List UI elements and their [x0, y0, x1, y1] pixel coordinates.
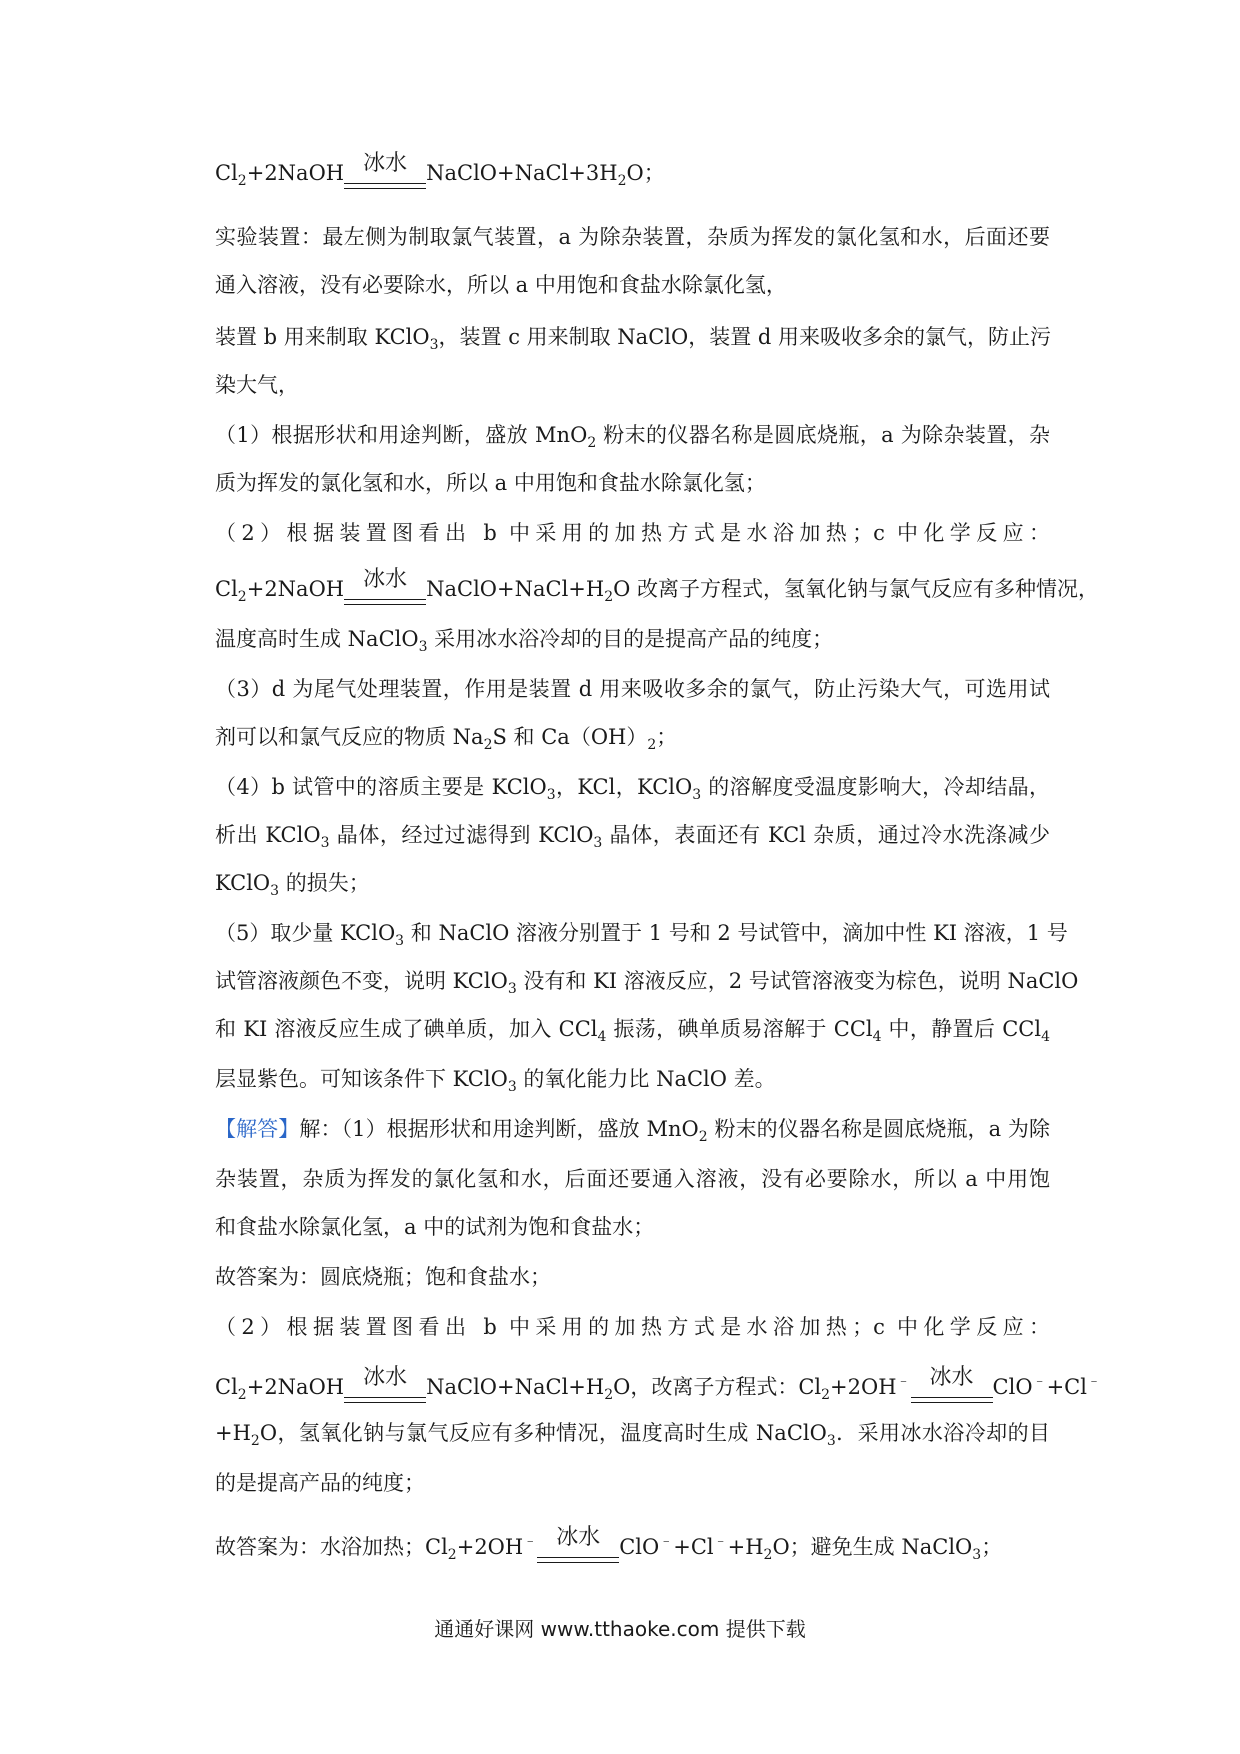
reaction-arrow: 冰水	[344, 1380, 426, 1410]
reaction-arrow: 冰水	[911, 1380, 993, 1410]
text-line: 试管溶液颜色不变，说明 KClO$_3$ 没有和 KI 溶液反应，2 号试管溶液变为棕色，说明 NaClO	[215, 969, 1079, 997]
answer-line: 【解答】解：（1）根据形状和用途判断，盛放 MnO$_2$ 粉末的仪器名称是圆底烧瓶，a 为除	[215, 1117, 1051, 1145]
text-line: 杂装置，杂质为挥发的氯化氢和水，后面还要通入溶液，没有必要除水，所以 a 中用饱	[215, 1167, 1050, 1191]
text-line: （1）根据形状和用途判断，盛放 MnO$_2$ 粉末的仪器名称是圆底烧瓶，a 为除杂装置，杂	[215, 423, 1051, 451]
text-line: 温度高时生成 NaClO$_3$ 采用冰水浴冷却的目的是提高产品的纯度；	[215, 627, 834, 655]
text-line: （4）b 试管中的溶质主要是 KClO$_3$，KCl，KClO$_3$ 的溶解度受温度影响大，冷却结晶，	[215, 775, 1050, 803]
text-line: （5）取少量 KClO$_3$ 和 NaClO 溶液分别置于 1 号和 2 号试管中，滴加中性 KI 溶液，1 号	[215, 921, 1068, 949]
text-line: 染大气，	[215, 373, 299, 397]
text-line: 的是提高产品的纯度；	[215, 1471, 425, 1495]
text-line: 通入溶液，没有必要除水，所以 a 中用饱和食盐水除氯化氢，	[215, 273, 787, 297]
text-line: （2）根据装置图看出 b 中采用的加热方式是水浴加热；c 中化学反应：	[215, 521, 1050, 545]
equation-line: $Cl_2+2NaOH$ 冰水 $NaClO+NaCl+H_2O$ 改离子方程式，氢氧化钠与氯气反应有多种情况，	[215, 574, 1050, 612]
answer-line: 故答案为：水浴加热；$Cl_2+2OH^﹣$ 冰水 $ClO^﹣+Cl^﹣+H_2O$；避免生成 NaClO$_3$；	[215, 1526, 1050, 1570]
text-line: 质为挥发的氯化氢和水，所以 a 中用饱和食盐水除氯化氢；	[215, 471, 766, 495]
text-line: 和 KI 溶液反应生成了碘单质，加入 CCl$_4$ 振荡，碘单质易溶解于 CCl$_4$ 中，静置后 CCl$_4$	[215, 1017, 1050, 1045]
equation-line: $Cl_2+2NaOH$ 冰水 $NaClO+NaCl+3H_2O$；	[215, 158, 1050, 196]
reaction-arrow: 冰水	[537, 1540, 619, 1570]
reaction-arrow: 冰水	[344, 582, 426, 612]
text-line: KClO$_3$ 的损失；	[215, 871, 370, 899]
text-line: 剂可以和氯气反应的物质 $Na_2S$ 和 $Ca(OH)_2$；	[215, 725, 678, 753]
text-line: 层显紫色。可知该条件下 KClO$_3$ 的氧化能力比 NaClO 差。	[215, 1067, 776, 1095]
text-line: 析出 KClO$_3$ 晶体，经过过滤得到 KClO$_3$ 晶体，表面还有 KCl 杂质，通过冷水洗涤减少	[215, 823, 1050, 851]
text-line: $+H_2O$，氢氧化钠与氯气反应有多种情况，温度高时生成 NaClO$_3$．采用冰水浴冷却的目	[215, 1421, 1050, 1449]
reaction-arrow: 冰水	[344, 166, 426, 196]
text-line: 装置 b 用来制取 KClO$_3$，装置 c 用来制取 NaClO，装置 d 用来吸收多余的氯气，防止污	[215, 325, 1051, 353]
equation-line: $Cl_2+2NaOH$ 冰水 $NaClO+NaCl+H_2O$，改离子方程式：$Cl_2+2OH^﹣$ 冰水 ClO﹣+Cl﹣	[215, 1366, 1050, 1410]
text-line: 实验装置：最左侧为制取氯气装置，a 为除杂装置，杂质为挥发的氯化氢和水，后面还要	[215, 225, 1050, 249]
page-footer: 通通好课网 www.tthaoke.com 提供下载	[434, 1617, 806, 1641]
text-line: （3）d 为尾气处理装置，作用是装置 d 用来吸收多余的氯气，防止污染大气，可选用试	[215, 677, 1050, 701]
answer-tag: 【解答】	[215, 1117, 300, 1141]
text-line: 故答案为：圆底烧瓶；饱和食盐水；	[215, 1265, 551, 1289]
text-line: （2）根据装置图看出 b 中采用的加热方式是水浴加热；c 中化学反应：	[215, 1315, 1050, 1339]
text-line: 和食盐水除氯化氢，a 中的试剂为饱和食盐水；	[215, 1215, 655, 1239]
